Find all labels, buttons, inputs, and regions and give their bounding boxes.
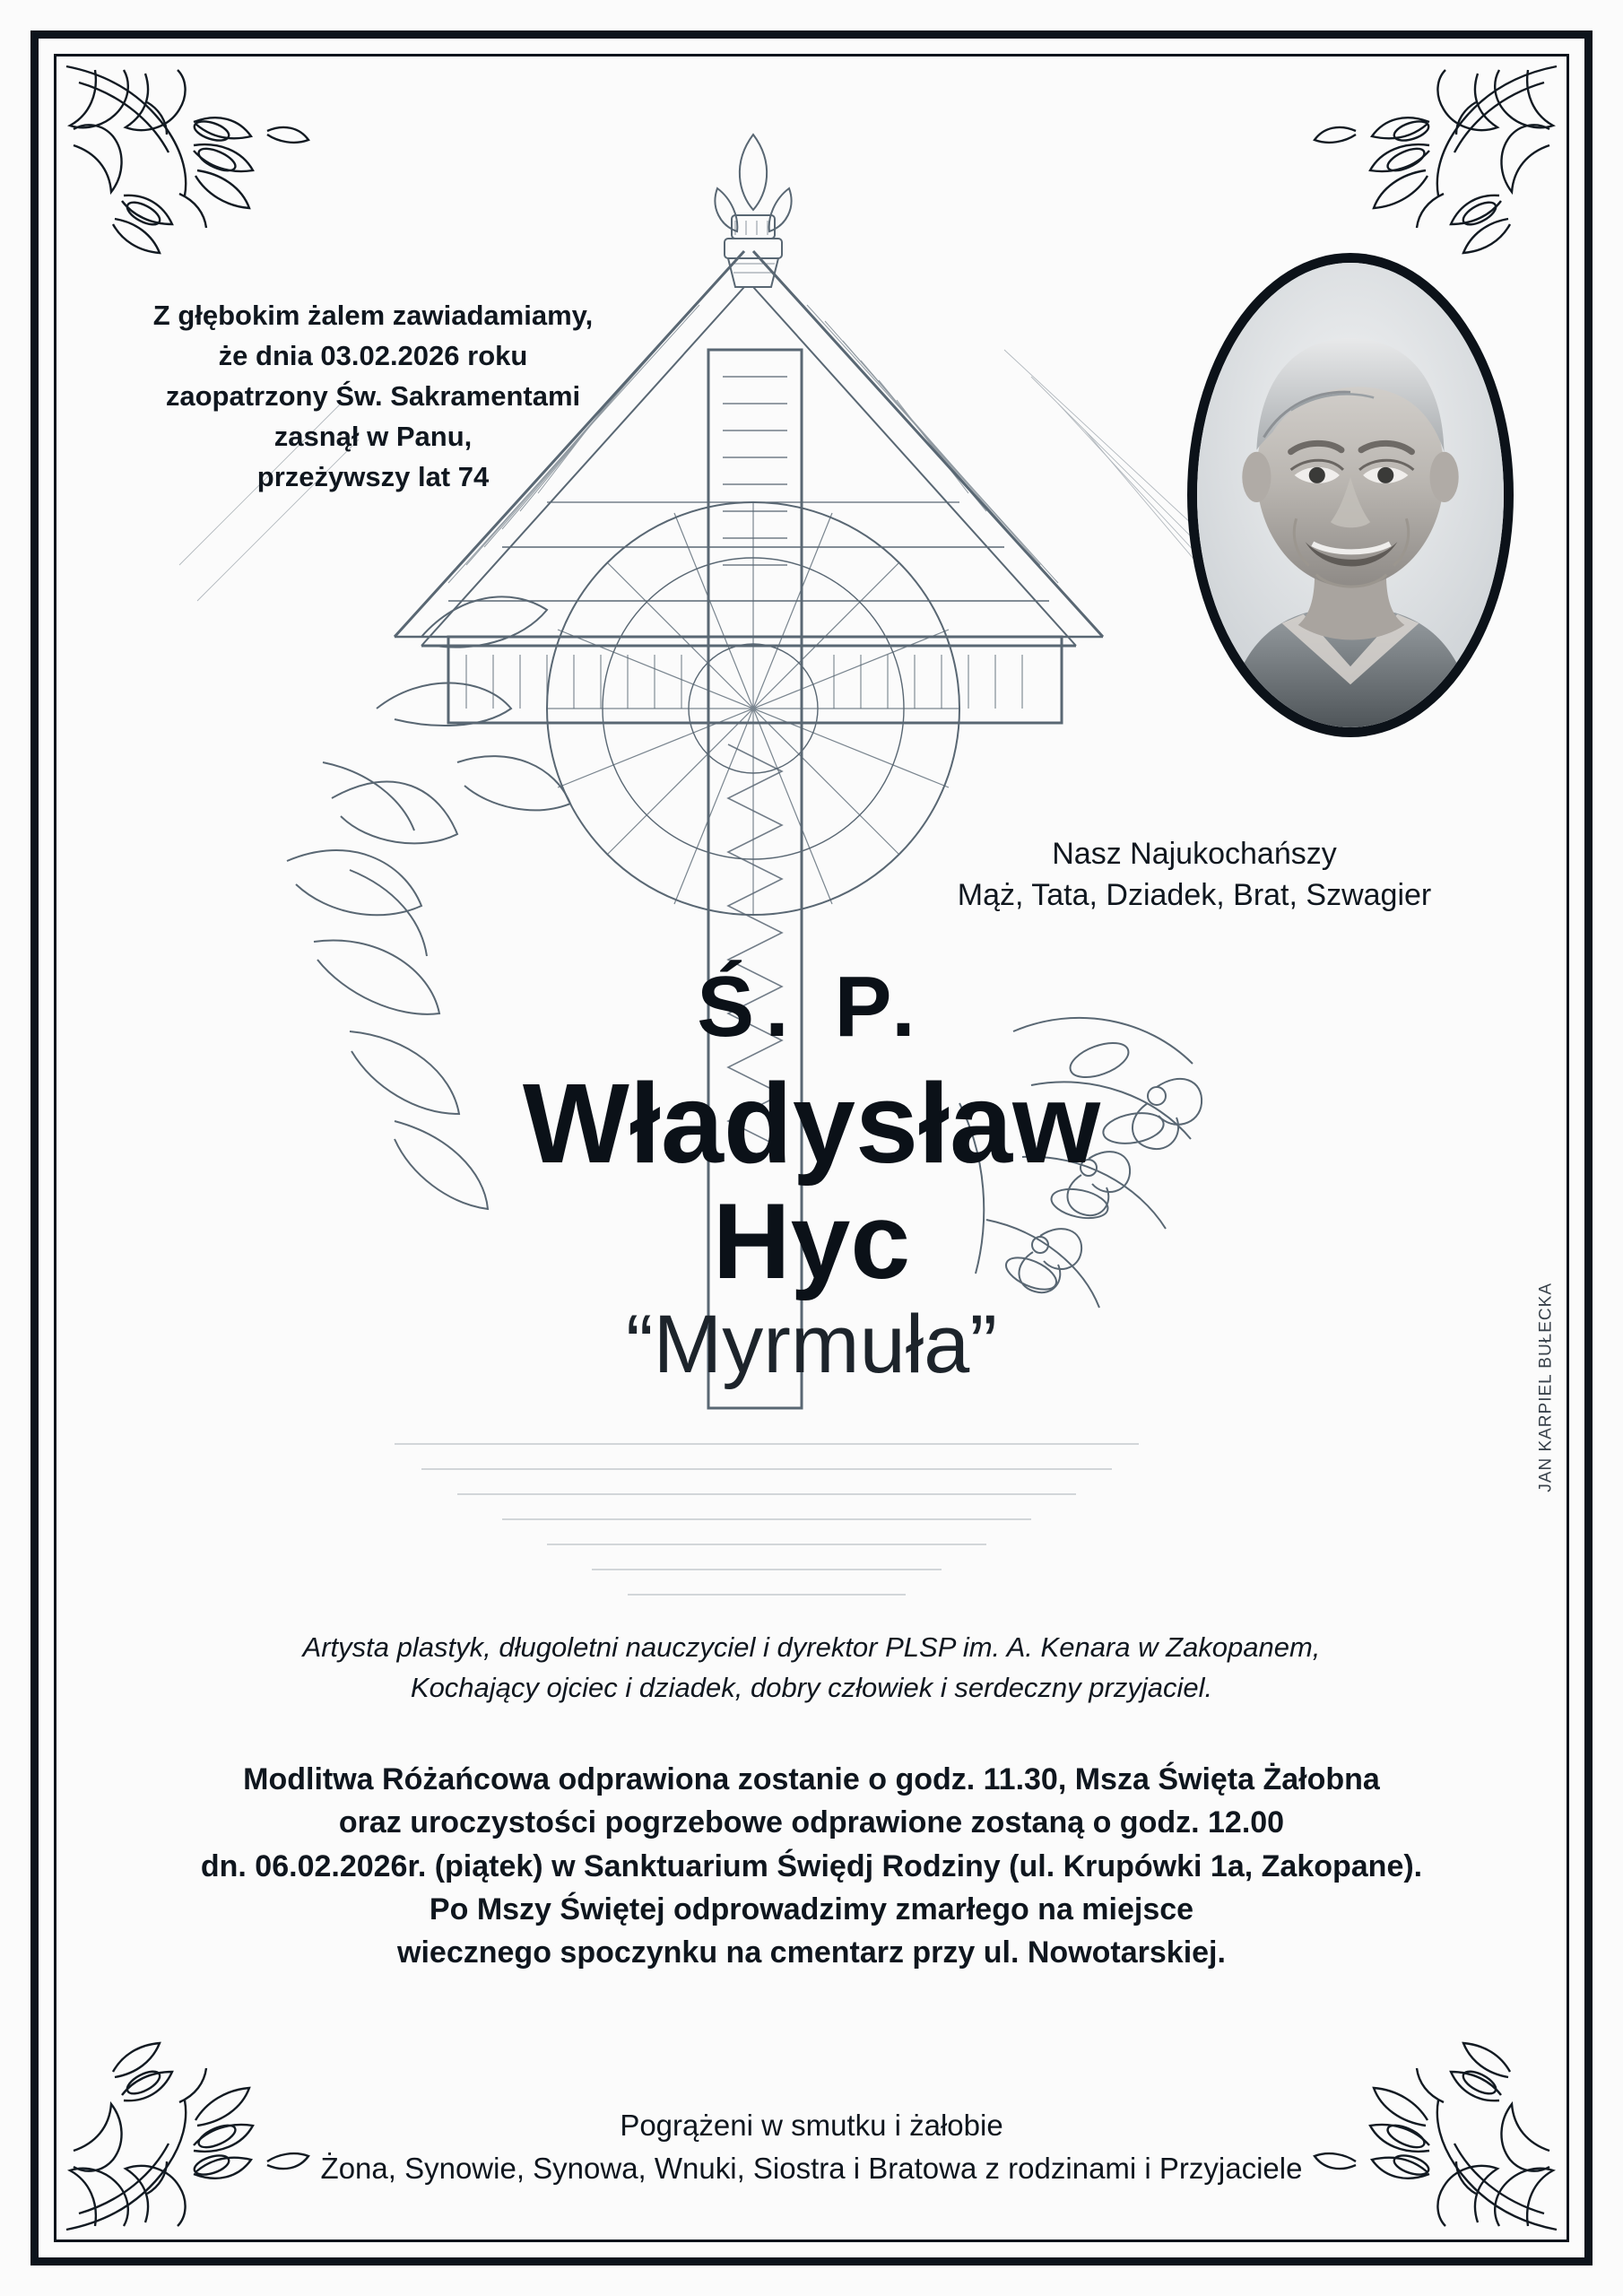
given-name: Władysław bbox=[522, 1060, 1101, 1187]
surname: Hyc bbox=[712, 1181, 911, 1302]
mourners-text bbox=[81, 2104, 1542, 2190]
artist-signature: JAN KARPIEL BUŁECKA bbox=[1537, 1283, 1556, 1492]
mourners-line-1: Pogrążeni w smutku i żałobie bbox=[620, 2109, 1003, 2143]
nickname: “Myrmuła” bbox=[626, 1299, 997, 1391]
intro-text bbox=[86, 296, 660, 498]
ceremony-line-2: oraz uroczystości pogrzebowe odprawione zostaną o godz. 12.00 bbox=[338, 1805, 1285, 1840]
portrait-image bbox=[1197, 263, 1504, 727]
mourners-line-2: Żona, Synowie, Synowa, Wnuki, Siostra i Bratowa z rodzinami i Przyjaciele bbox=[320, 2152, 1303, 2186]
intro-line-4: zasnął w Panu, bbox=[273, 420, 473, 452]
relation-line-2: Mąż, Tata, Dziadek, Brat, Szwagier bbox=[957, 877, 1432, 912]
ceremony-line-3: dn. 06.02.2026r. (piątek) w Sanktuarium Świędj Rodziny (ul. Krupówki 1a, Zakopane). bbox=[200, 1848, 1423, 1883]
intro-line-1: Z głębokim żalem zawiadamiamy, bbox=[152, 300, 594, 331]
description-text bbox=[135, 1628, 1488, 1709]
portrait-frame bbox=[1187, 253, 1514, 737]
honorific: Ś. P. bbox=[697, 959, 926, 1055]
intro-line-5: przeżywszy lat 74 bbox=[256, 460, 490, 492]
description-line-2: Kochający ojciec i dziadek, dobry człowiek i serdeczny przyjaciel. bbox=[410, 1671, 1213, 1703]
portrait-photo bbox=[1187, 253, 1514, 737]
ceremony-details bbox=[81, 1758, 1542, 1974]
relation-line-1: Nasz Najukochańszy bbox=[1052, 837, 1337, 871]
description-line-1: Artysta plastyk, długoletni nauczyciel i dyrektor PLSP im. A. Kenara w Zakopanem, bbox=[302, 1631, 1321, 1663]
ceremony-line-5: wiecznego spoczynku na cmentarz przy ul. Nowotarskiej. bbox=[397, 1935, 1226, 1970]
relation-text bbox=[872, 834, 1517, 917]
intro-line-2: że dnia 03.02.2026 roku bbox=[218, 339, 528, 371]
deceased-name-block bbox=[0, 959, 1623, 1391]
ceremony-line-4: Po Mszy Świętej odprowadzimy zmarłego na miejsce bbox=[429, 1892, 1194, 1926]
ceremony-line-1: Modlitwa Różańcowa odprawiona zostanie o godz. 11.30, Msza Święta Żałobna bbox=[243, 1762, 1380, 1796]
intro-line-3: zaopatrzony Św. Sakramentami bbox=[165, 379, 581, 412]
